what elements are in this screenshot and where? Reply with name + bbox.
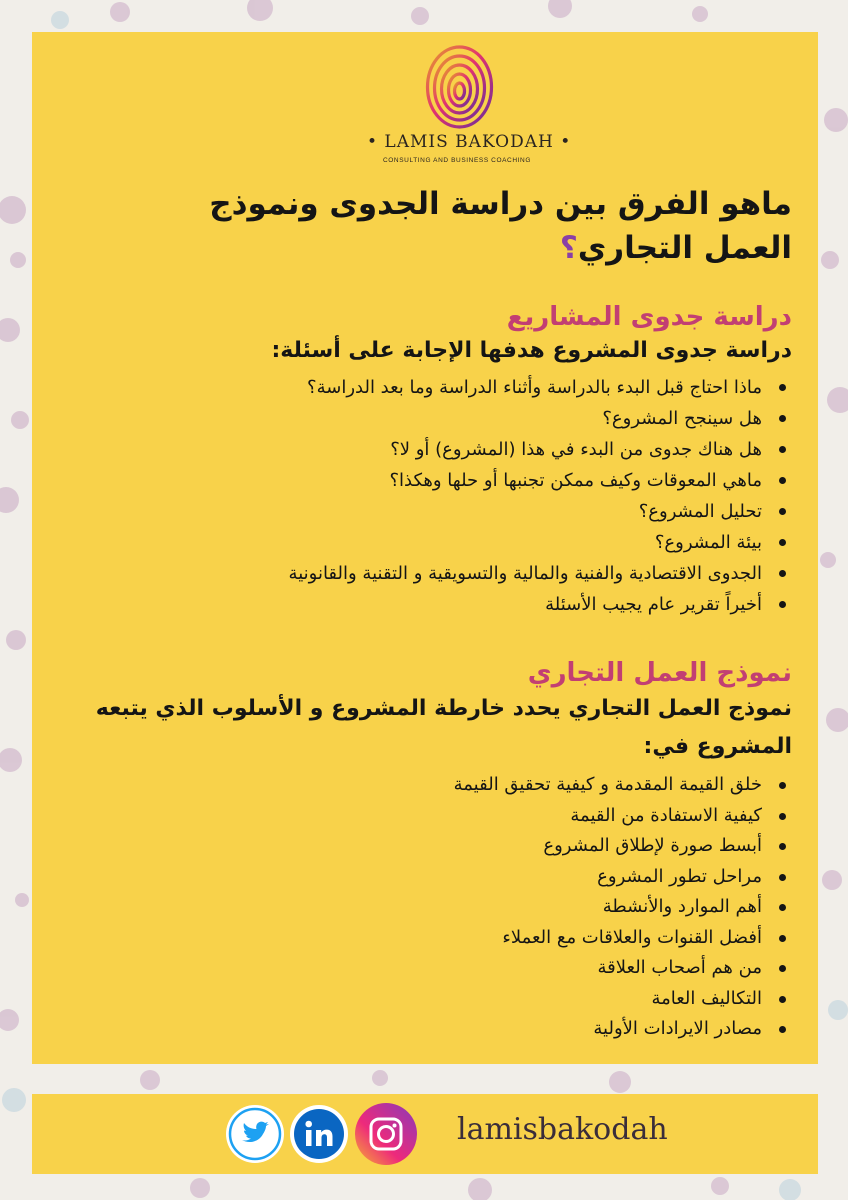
title-text: ماهو الفرق بين دراسة الجدوى ونموذج العمل التجاري <box>209 186 792 266</box>
list-item: كيفية الاستفادة من القيمة <box>72 801 792 832</box>
list-item: بيئة المشروع؟ <box>72 527 792 558</box>
content-card <box>32 32 818 1064</box>
list-item: تحليل المشروع؟ <box>72 496 792 527</box>
fingerprint-logo-icon <box>422 42 497 132</box>
linkedin-icon[interactable] <box>289 1104 349 1164</box>
list-item: هل سينجح المشروع؟ <box>72 403 792 434</box>
article-content <box>72 182 792 1045</box>
list-item: ماذا احتاج قبل البدء بالدراسة وأثناء الدراسة وما بعد الدراسة؟ <box>72 372 792 403</box>
feasibility-heading: دراسة جدوى المشاريع <box>506 302 792 332</box>
social-footer <box>32 1094 818 1174</box>
list-item: خلق القيمة المقدمة و كيفية تحقيق القيمة <box>72 770 792 801</box>
list-item: هل هناك جدوى من البدء في هذا (المشروع) أو لا؟ <box>72 434 792 465</box>
list-item: مصادر الايرادات الأولية <box>72 1014 792 1045</box>
business-model-heading: نموذج العمل التجاري <box>527 658 792 688</box>
feasibility-list <box>72 372 792 620</box>
list-item: أخيراً تقرير عام يجيب الأسئلة <box>72 589 792 620</box>
twitter-icon[interactable] <box>225 1104 285 1164</box>
list-item: أهم الموارد والأنشطة <box>72 892 792 923</box>
list-item: من هم أصحاب العلاقة <box>72 953 792 984</box>
list-item: الجدوى الاقتصادية والفنية والمالية والتسويقية و التقنية والقانونية <box>72 558 792 589</box>
instagram-icon[interactable] <box>354 1102 418 1166</box>
business-model-intro: نموذج العمل التجاري يحدد خارطة المشروع و الأسلوب الذي يتبعه المشروع في: <box>95 696 792 759</box>
business-model-list <box>72 770 792 1045</box>
list-item: أفضل القنوات والعلاقات مع العملاء <box>72 923 792 954</box>
brand-name: • LAMIS BAKODAH • <box>367 132 572 152</box>
list-item: أبسط صورة لإطلاق المشروع <box>72 831 792 862</box>
feasibility-intro: دراسة جدوى المشروع هدفها الإجابة على أسئلة: <box>271 338 792 363</box>
brand-logo <box>367 42 572 197</box>
title-question-mark: ؟ <box>559 230 578 266</box>
list-item: مراحل تطور المشروع <box>72 862 792 893</box>
page-title <box>192 182 792 270</box>
social-handle[interactable]: lamisbakodah <box>457 1112 668 1147</box>
brand-tagline: CONSULTING AND BUSINESS COACHING <box>382 157 532 164</box>
list-item: التكاليف العامة <box>72 984 792 1015</box>
list-item: ماهي المعوقات وكيف ممكن تجنبها أو حلها وهكذا؟ <box>72 465 792 496</box>
